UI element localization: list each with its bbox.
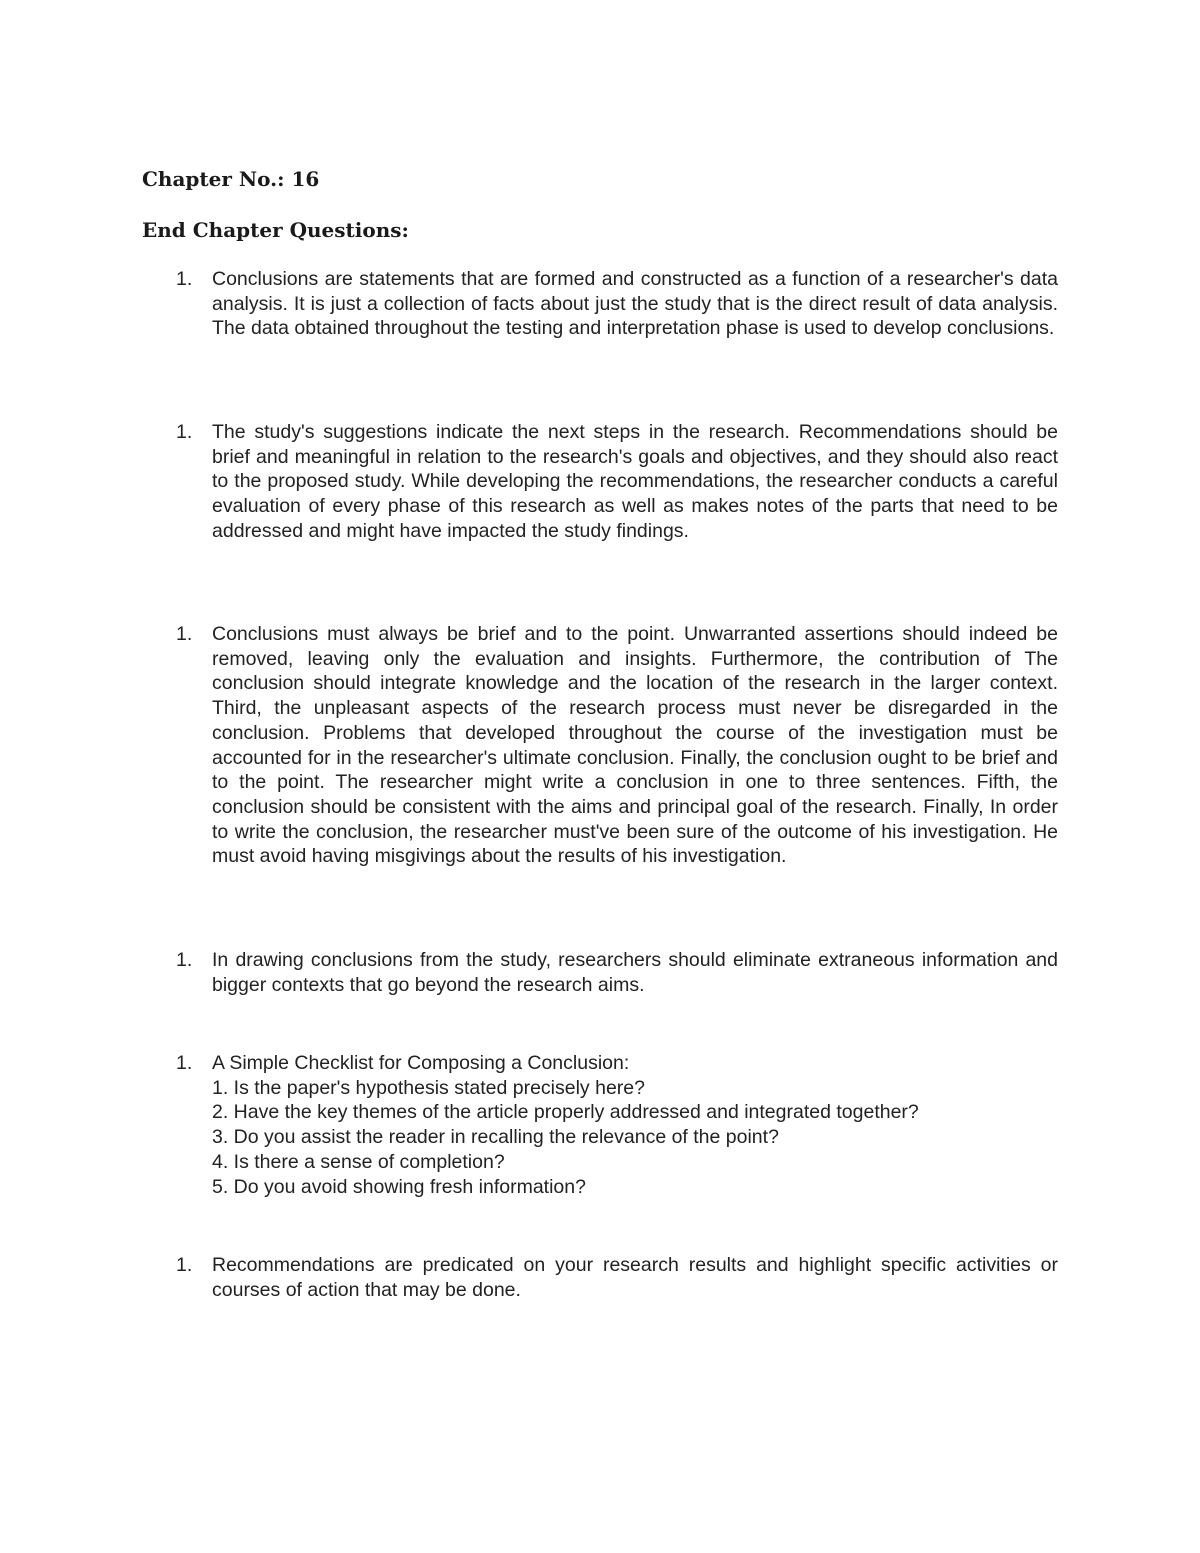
- section-heading: End Chapter Questions:: [142, 218, 409, 242]
- chapter-heading: Chapter No.: 16: [142, 167, 320, 191]
- list-item: [176, 1253, 1058, 1302]
- list-item-number: 1.: [176, 268, 193, 290]
- list-item-number: 1.: [176, 421, 193, 443]
- list-item-text: Recommendations are predicated on your research results and highlight specific activities or courses of action that may be done.: [212, 1254, 1058, 1301]
- list-item: [176, 420, 1058, 544]
- list-item-number: 1.: [176, 1052, 193, 1074]
- checklist-title: A Simple Checklist for Composing a Conclusion:: [212, 1052, 630, 1074]
- list-item: [176, 622, 1058, 869]
- list-item-text: The study's suggestions indicate the next steps in the research. Recommendations should be brief and meaningful in relation to the research's goals and objectives, and they should also react to the proposed study. While developing the recommendations, the researcher conducts a careful evaluation of every phase of this research as well as makes notes of the parts that need to be addressed and might have impacted the study findings.: [212, 421, 1058, 542]
- checklist-entry: 2. Have the key themes of the article properly addressed and integrated together?: [212, 1101, 919, 1124]
- list-item-text: Conclusions must always be brief and to the point. Unwarranted assertions should indeed be removed, leaving only the evaluation and insights. Furthermore, the contribution of The conclusion should integrate knowledge and the location of the research in the larger context. Third, the unpleasant aspects of the research process must never be disregarded in the conclusion. Problems that developed throughout the course of the investigation must be accounted for in the researcher's ultimate conclusion. Finally, the conclusion ought to be brief and to the point. The researcher might write a conclusion in one to three sentences. Fifth, the conclusion should be consistent with the aims and principal goal of the research. Finally, In order to write the conclusion, the researcher must've been sure of the outcome of his investigation. He must avoid having misgivings about the results of his investigation.: [212, 623, 1058, 868]
- checklist-entry: 5. Do you avoid showing fresh information?: [212, 1175, 586, 1198]
- checklist-entry: 3. Do you assist the reader in recalling the relevance of the point?: [212, 1126, 779, 1149]
- list-item-text: In drawing conclusions from the study, researchers should eliminate extraneous information and bigger contexts that go beyond the research aims.: [212, 949, 1058, 996]
- checklist-entry: 1. Is the paper's hypothesis stated precisely here?: [212, 1076, 645, 1099]
- checklist: [212, 1051, 1058, 1199]
- list-item-checklist: [176, 1051, 1058, 1199]
- list-item-number: 1.: [176, 949, 193, 971]
- list-item-number: 1.: [176, 623, 193, 645]
- list-item: [176, 267, 1058, 341]
- checklist-entry: 4. Is there a sense of completion?: [212, 1150, 505, 1173]
- list-item-number: 1.: [176, 1254, 193, 1276]
- list-item-text: Conclusions are statements that are formed and constructed as a function of a researcher's data analysis. It is just a collection of facts about just the study that is the direct result of data analysis. The data obtained throughout the testing and interpretation phase is used to develop conclusions.: [212, 268, 1058, 340]
- list-item: [176, 948, 1058, 997]
